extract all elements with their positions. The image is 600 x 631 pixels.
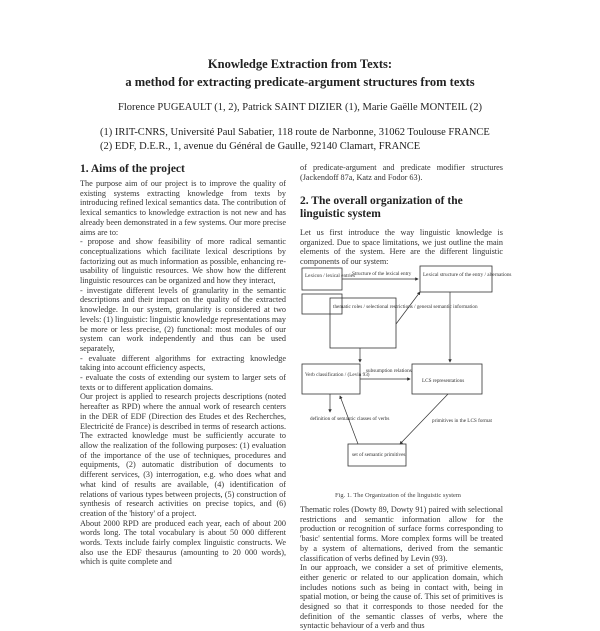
figure-box xyxy=(302,364,360,394)
figure-label-thematic-roles: thematic roles / selectional restrictions / general semantic information xyxy=(333,304,478,310)
paper-title-line1: Knowledge Extraction from Texts: xyxy=(207,57,393,71)
figure-label-lexical-structure: Lexical structure of the entry / alternations xyxy=(423,272,512,278)
system-organization-figure xyxy=(300,264,512,496)
affiliation-1: (1) IRIT-CNRS, Université Paul Sabatier, 118 route de Narbonne, 31062 Toulouse FRANCE xyxy=(100,127,490,138)
section-2-continued xyxy=(300,505,503,631)
figure-label-subsumption: subsumption relations xyxy=(366,368,412,374)
figure-label-primitives: set of semantic primitives xyxy=(352,452,406,458)
figure-box xyxy=(420,266,492,292)
figure-label-verb-classification: Verb classification / (Levin 93) xyxy=(305,372,370,378)
section-2-paragraph: Let us first introduce the way linguistic knowledge is organized. Due to space limitations, we just outline the main elements of the system. Here are the different linguistic components of our system: xyxy=(300,228,503,267)
section-1-paragraph: The purpose aim of our project is to improve the quality of existing systems extracting knowledge from texts by introducing refined lexical semantics data. The contribution of lexical semantics to knowledge extraction is not new and has already been demonstrated in a few systems. Our more precise aims are to: xyxy=(80,179,286,237)
section-1-body xyxy=(80,179,286,600)
figure-caption: Fig. 1. The Organization of the linguistic system xyxy=(335,492,461,499)
affiliation-2: (2) EDF, D.E.R., 1, avenue du Général de Gaulle, 92140 Clamart, FRANCE xyxy=(100,141,421,152)
section-2-paragraph: Thematic roles (Dowty 89, Dowty 91) paired with selectional restrictions and semantic information allow for the production or recognition of surface forms corresponding to 'basic' sentential forms. More complex forms will be treated by a system of alternations, derived from the semantic classification of verbs defined by Levin (93). xyxy=(300,505,503,563)
section-1-paragraph: - investigate different levels of granularity in the semantic descriptions and their impact on the quality of the extracted knowledge. In our system, granularity is considered at two levels: (1) linguistic: linguistic knowledge representations may be more or less precise, (2) functional: most modules of our system can work independently and thus can be used separately, xyxy=(80,285,287,353)
figure-box xyxy=(302,268,342,290)
section-2-paragraph: In our approach, we consider a set of primitive elements, either generic or related to our application domain, which includes notions such as being in contact with, being in spatial motion, or being the cause of. This set of primitives is designed so that it corresponds to those needed for the definition of the semantic classes of verbs, where the syntactic behaviour of a verb and thus xyxy=(300,563,503,631)
section-1-paragraph: Our project is applied to research projects descriptions (noted hereafter as RPD) where the annual work of research centers in the DER of EDF (Direction des Etudes et des Recherches, Electricité de France) is described in terms of research actions. The extracted knowledge must be sufficiently accurate to allow the realization of the following purposes: (1) evaluation of the importance of the use of techniques, procedures and equipments, (2) automatic distribution of documents to different services, (3) interrogation, e.g. who does what and what kind of results are available, (4) identification of relations of various types between projects, (5) construction of synthesis of research activities on precise topics, and (6) creation of the 'history' of a project. xyxy=(80,392,286,518)
section-2-heading: 2. The overall organization of the linguistic system xyxy=(300,195,463,220)
figure-label-lexicon: Lexicon / lexical entries xyxy=(305,273,355,279)
section-1-paragraph: - evaluate the costs of extending our system to larger sets of texts or to different application domains. xyxy=(80,373,286,392)
section-1-heading: 1. Aims of the project xyxy=(80,163,185,175)
section-1-paragraph: About 2000 RPD are produced each year, each of about 200 words long. The total vocabulary is about 50 000 different words. Texts include fairly complex linguistic constructs. We also use the EDF thesaurus (amounting to 20 000 words), which is quite complete and xyxy=(80,518,286,567)
figure-label-entry-structure: Structure of the lexical entry xyxy=(352,271,412,277)
figure-label-semantic-classes: definition of semantic classes of verbs xyxy=(310,416,390,422)
author-list: Florence PUGEAULT (1, 2), Patrick SAINT DIZIER (1), Marie Gaëlle MONTEIL (2) xyxy=(118,102,482,113)
section-1-paragraph: - evaluate different algorithms for extracting knowledge taking into account efficiency aspects, xyxy=(80,353,286,373)
figure-label-lcs-primitives: primitives in the LCS format xyxy=(432,418,492,424)
section-2-intro: of predicate-argument and predicate modifier structures (Jackendoff 87a, Katz and Fodor 63). xyxy=(300,163,503,182)
section-1-paragraph: - propose and show feasibility of more radical semantic conceptualizations which facilitate lexical descriptions by factorizing out as much information as possible, enhancing re-usability of linguistic resources. We show how the different linguistic resources can be organized and how they interact, xyxy=(80,237,286,286)
figure-label-lcs: LCS representations xyxy=(422,378,465,384)
paper-title-line2: a method for extracting predicate-argument structures from texts xyxy=(125,75,475,89)
